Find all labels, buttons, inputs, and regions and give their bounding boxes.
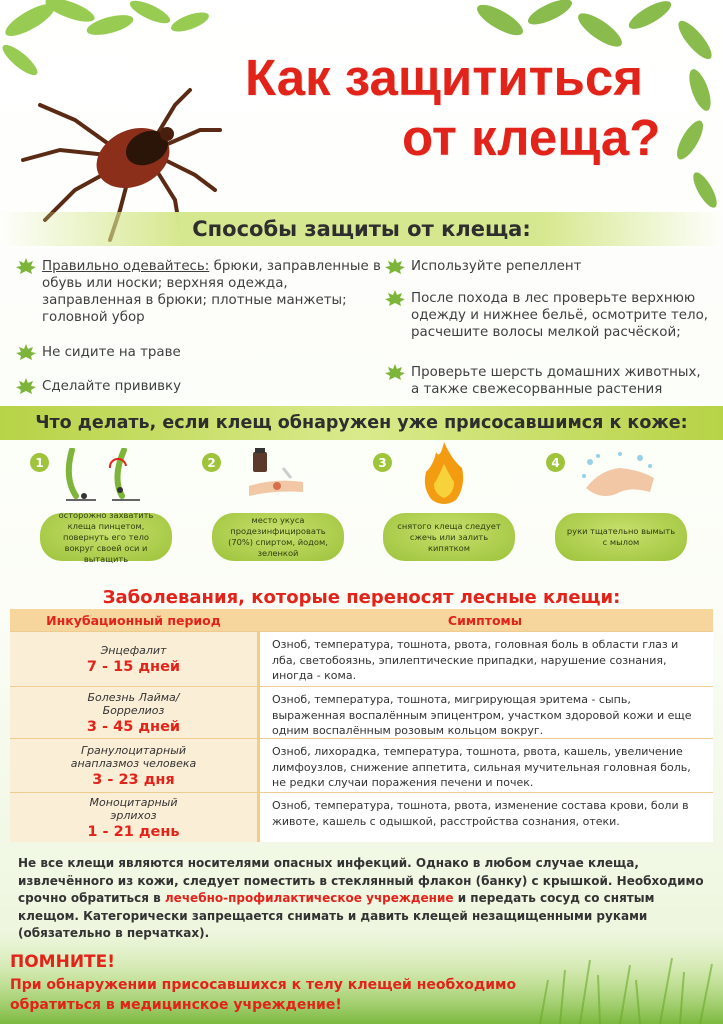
disease-symptoms: Озноб, температура, тошнота, рвота, изменение состава крови, боли в животе, кашель с одышкой, расстройства сознания, отеки. (257, 793, 713, 842)
protection-item-text: Сделайте прививку (42, 379, 182, 394)
attached-heading: Что делать, если клещ обнаружен уже присосавшимся к коже: (0, 406, 723, 440)
title-line-1: Как защититься (245, 49, 644, 106)
maple-leaf-icon (385, 364, 405, 382)
disease-name: Болезнь Лайма/ Боррелиоз (87, 690, 180, 717)
disease-symptoms: Озноб, температура, тошнота, мигрирующая эритема - сыпь, выраженная воспалённым эпицентром, участком здоровой кожи и еще одним воспалённым розовым кольцом вокруг. (257, 687, 713, 738)
table-header (10, 609, 713, 631)
maple-leaf-icon (385, 258, 405, 276)
disease-period: 3 - 45 дней (86, 718, 181, 735)
diseases-title: Заболевания, которые переносят лесные клещи: (102, 587, 621, 608)
diseases-table (10, 609, 713, 842)
disease-name: Моноцитарный эрлихоз (89, 795, 178, 822)
protection-item-pets (385, 364, 710, 398)
step-3-number: 3 (373, 453, 392, 472)
title-line-2: от клеща? (402, 109, 661, 166)
step-4-number: 4 (546, 453, 565, 472)
disinfect-arm-icon (245, 448, 307, 504)
tweezers-icon (62, 448, 142, 504)
step-4-text: руки тщательно вымыть с мылом (555, 513, 687, 561)
protection-item-text: Не сидите на траве (42, 345, 181, 360)
protection-item-text: Используйте репеллент (411, 259, 582, 274)
protection-item-grass (16, 344, 381, 362)
protection-item-repellent (385, 258, 710, 276)
disease-cell (10, 739, 257, 792)
disease-name: Гранулоцитарный анаплазмоз человека (70, 743, 197, 770)
table-row (10, 792, 713, 842)
table-row (10, 738, 713, 792)
maple-leaf-icon (16, 258, 36, 276)
col-header-symptoms: Симптомы (447, 612, 523, 628)
protection-item-text: Правильно одевайтесь: брюки, заправленные в обувь или носки; верхняя одежда, заправленная в брюки; плотные манжеты; головной убор (42, 259, 381, 325)
disease-period: 7 - 15 дней (86, 658, 181, 675)
step-2-number: 2 (202, 453, 221, 472)
remember-text: При обнаружении присосавшихся к телу клещей необходимо обратиться в медицинское учреждение! (10, 977, 517, 1013)
protection-item-clothing (16, 258, 381, 326)
disease-period: 3 - 23 дня (92, 771, 175, 788)
disease-period: 1 - 21 день (87, 823, 180, 840)
disease-symptoms: Озноб, лихорадка, температура, тошнота, рвота, кашель, увеличение лимфоузлов, снижение аппетита, сильная мучительная головная боль, не редки случаи поражения печени и почек. (257, 739, 713, 792)
maple-leaf-icon (16, 378, 36, 396)
disease-cell (10, 632, 257, 686)
protection-item-text: Проверьте шерсть домашних животных, а также свежесорванные растения (411, 365, 701, 397)
step-2-text: место укуса продезинфицировать (70%) спиртом, йодом, зеленкой (212, 513, 344, 561)
protection-item-check-body (385, 290, 710, 341)
maple-leaf-icon (385, 290, 405, 308)
note-part-2: и передать сосуд со снятым клещом. Категорически запрещается снимать и давить клещей незащищенными руками (обязательно в перчатках). (18, 891, 655, 940)
note-highlight: лечебно-профилактическое учреждение (164, 891, 454, 905)
maple-leaf-icon (16, 344, 36, 362)
protection-item-text: После похода в лес проверьте верхнюю одежду и нижнее бельё, осмотрите тело, расчешите волосы мелкой расчёской; (411, 291, 709, 340)
disease-symptoms: Озноб, температура, тошнота, рвота, головная боль в области глаз и лба, светобоязнь, эпилептические припадки, нарушение сознания, иногда - кома. (257, 632, 713, 686)
fire-icon (422, 442, 466, 506)
protection-heading: Способы защиты от клеща: (0, 212, 723, 246)
step-3-text: снятого клеща следует сжечь или залить кипятком (383, 513, 515, 561)
disease-name: Энцефалит (100, 643, 167, 657)
wash-hands-icon (580, 448, 660, 504)
step-1-number: 1 (30, 453, 49, 472)
table-row (10, 631, 713, 686)
step-1-text: осторожно захватить клеща пинцетом, повернуть его тело вокруг своей оси и вытащить (40, 513, 172, 561)
remember-title: ПОМНИТЕ! (10, 952, 116, 972)
disease-cell (10, 687, 257, 738)
storage-note (18, 855, 708, 943)
protection-item-vaccine (16, 378, 381, 396)
col-header-period: Инкубационный период (46, 612, 221, 628)
disease-cell (10, 793, 257, 842)
note-part-1: Не все клещи являются носителями опасных инфекций. Однако в любом случае клеща, извлечённого из кожи, следует поместить в стеклянный флакон (банку) с крышкой. Необходимо срочно обратиться в (18, 856, 704, 905)
table-row (10, 686, 713, 738)
